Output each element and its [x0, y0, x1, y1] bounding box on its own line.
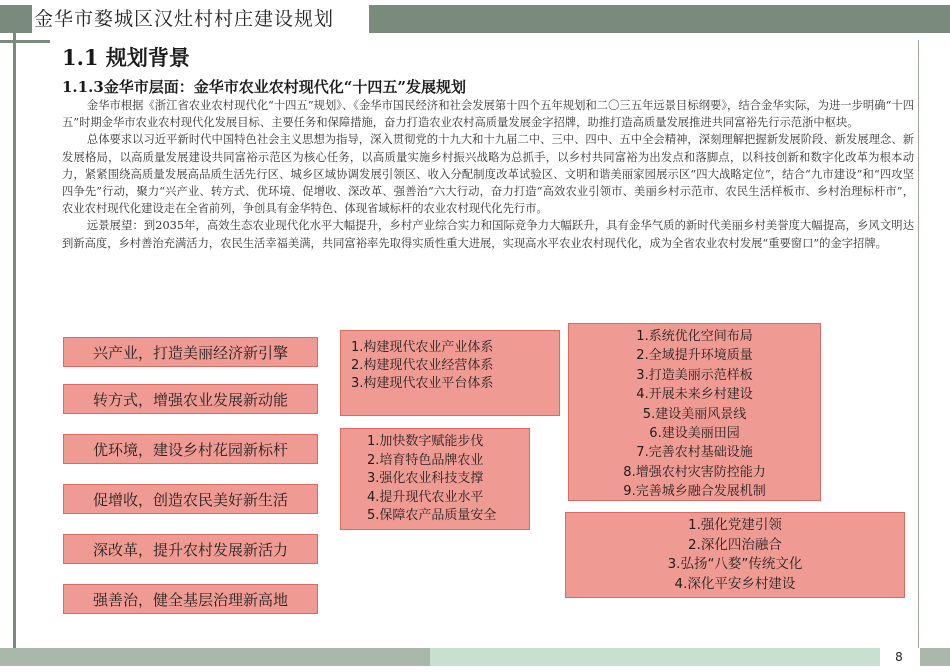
footer-band-light — [430, 648, 910, 666]
right-border-line — [918, 40, 919, 665]
body-text — [62, 97, 914, 252]
paragraph-intro: 金华市根据《浙江省农业农村现代化“十四五”规划》、《金华市国民经济和社会发展第十四个五年规划和二〇三五年远景目标纲要》，结合金华实际，为进一步明确“十四五”时期金华市农业农村现代化发展目标、主要任务和保障措施，奋力打造农业农村高质量发展金字招牌，助推打造高质量发展推进共同富裕先行示范浙中枢块。 — [62, 99, 914, 130]
list-item: 1.强化党建引领 — [688, 517, 782, 533]
page-number: 8 — [895, 650, 903, 664]
decor-vertical-line — [13, 5, 16, 665]
paragraph-outlook: 远景展望：到2035年，高效生态农业现代化水平大幅提升，乡村产业综合实力和国际竞争力大幅跃升，具有金华气质的新时代美丽乡村美誉度大幅提高，乡风文明达到新高度，乡村善治充满活力，农民生活幸福美满，共同富裕率先取得实质性重大进展，实现高水平农业农村现代化，成为全省农业农村发展“重要窗口”的金字招牌。 — [62, 219, 914, 250]
list-item: 9.完善城乡融合发展机制 — [623, 484, 766, 500]
list-item: 2.培育特色品牌农业 — [367, 452, 484, 468]
list-item: 2.构建现代农业经营体系 — [351, 358, 494, 373]
list-box-industry — [340, 330, 560, 416]
action-box-governance: 强善治，健全基层治理新高地 — [63, 584, 318, 614]
decor-horizontal-line — [0, 40, 50, 43]
action-box-mode: 转方式，增强农业发展新动能 — [63, 384, 318, 414]
list-box-governance — [565, 512, 905, 598]
list-item: 3.打造美丽示范样板 — [636, 367, 753, 383]
list-item: 5.建设美丽风景线 — [642, 406, 747, 422]
action-box-income: 促增收，创造农民美好新生活 — [63, 484, 318, 514]
list-item: 1.加快数字赋能步伐 — [367, 434, 484, 449]
list-box-environment — [568, 323, 821, 501]
list-item: 4.深化平安乡村建设 — [674, 575, 796, 592]
list-item: 1.构建现代农业产业体系 — [351, 340, 494, 355]
list-item: 6.建设美丽田园 — [649, 426, 740, 442]
list-item: 4.开展未来乡村建设 — [636, 387, 753, 403]
list-item: 3.弘扬“八婺”传统文化 — [667, 556, 803, 572]
list-box-mode — [340, 428, 530, 530]
action-box-environment: 优环境，建设乡村花园新标杆 — [63, 434, 318, 464]
document-title: 金华市婺城区汉灶村村庄建设规划 — [32, 5, 369, 33]
action-box-industry: 兴产业，打造美丽经济新引擎 — [63, 337, 318, 367]
list-item: 3.构建现代农业平台体系 — [351, 376, 494, 391]
list-item: 5.保障农产品质量安全 — [367, 508, 497, 523]
list-item: 3.强化农业科技支撑 — [367, 471, 484, 486]
list-item: 2.深化四治融合 — [688, 536, 782, 553]
list-item: 1.系统优化空间布局 — [636, 329, 753, 344]
list-item: 8.增强农村灾害防控能力 — [623, 464, 766, 480]
list-item: 7.完善农村基础设施 — [636, 445, 753, 461]
list-item: 2.全域提升环境质量 — [636, 348, 753, 364]
subsection-title: 1.1.3金华市层面：金华市农业农村现代化“十四五”发展规划 — [62, 78, 467, 96]
list-item: 4.提升现代农业水平 — [367, 489, 484, 505]
action-box-reform: 深改革，提升农村发展新活力 — [63, 534, 318, 564]
paragraph-requirements: 总体要求以习近平新时代中国特色社会主义思想为指导，深入贯彻党的十九大和十九届二中、三中、四中、五中全会精神，深刻理解把握新发展阶段、新发展理念、新发展格局，以高质量发展建设共同富裕示范区为核心任务，以高质量实施乡村振兴战略为总抓手，以乡村共同富裕为出发点和落脚点，以科技创新和数字化改革为根本动力，紧紧围绕高质量发展高品质生活先行区、城乡区域协调发展引领区、收入分配制度改革试验区、文明和谐美丽家园展示区“四大战略定位”，结合“九市建设”和“四攻坚四争先”行动，聚力“兴产业、转方式、优环境、促增收、深改革、强善治”六大行动，奋力打造“高效农业引领市、美丽乡村示范市、农民生活样板市、乡村治理标杆市”，农业农村现代化建设走在全省前列，争创具有金华特色、体现省域标杆的农业农村现代化先行市。 — [62, 133, 914, 216]
section-title: 1.1 规划背景 — [62, 45, 190, 70]
